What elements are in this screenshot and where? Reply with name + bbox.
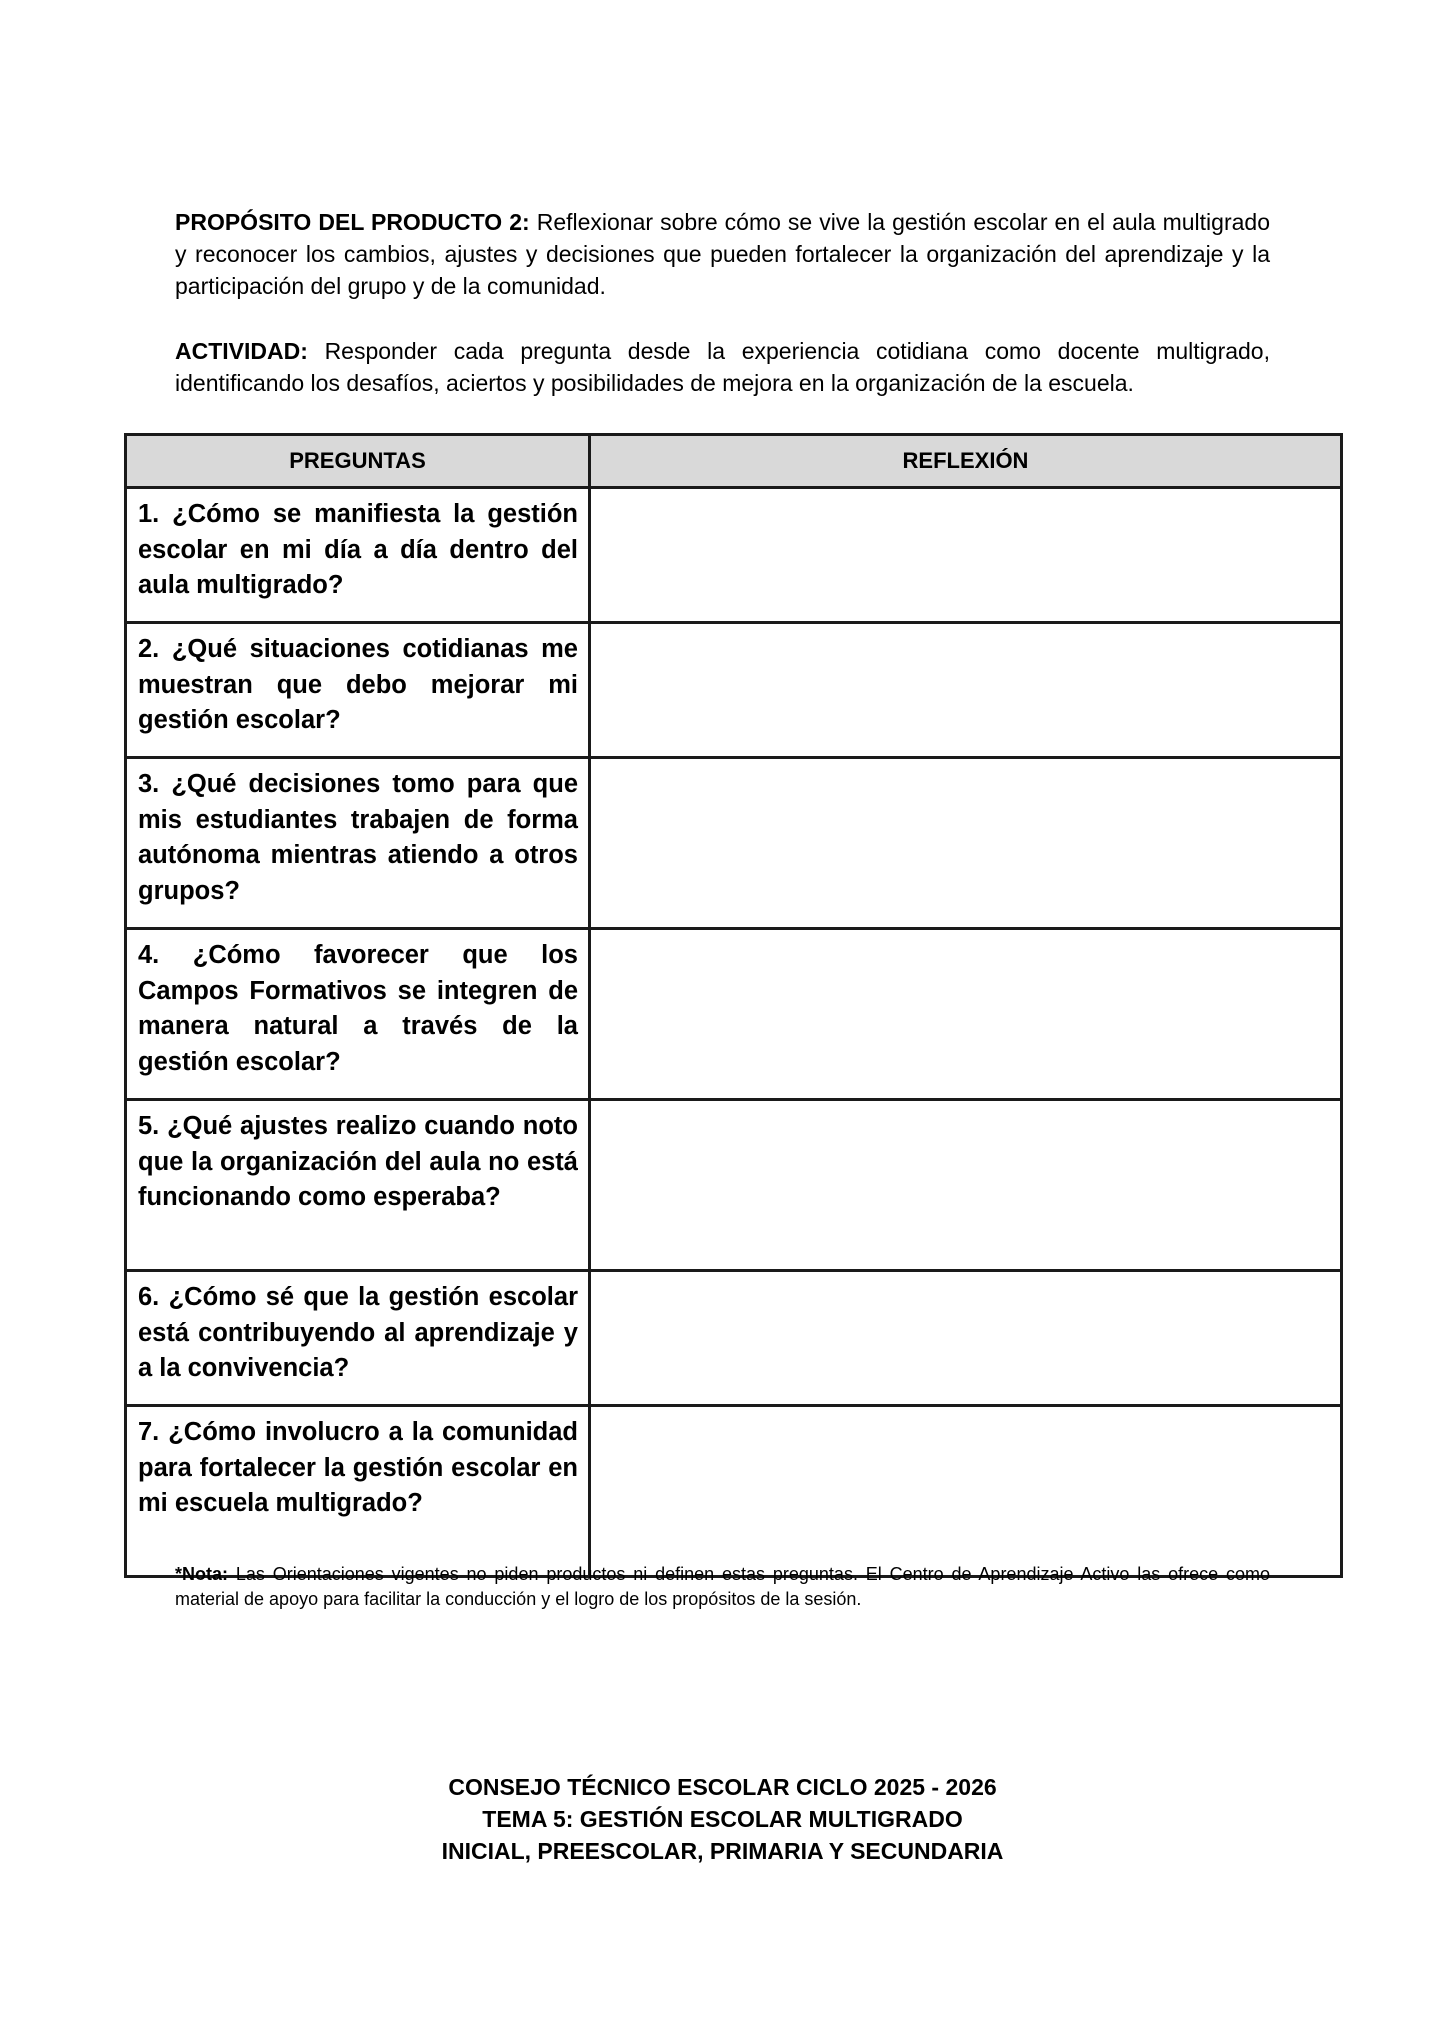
questions-table [124, 433, 1343, 1578]
header-reflexion: REFLEXIÓN [590, 435, 1342, 488]
reflection-cell[interactable] [590, 623, 1342, 758]
note-paragraph [175, 1562, 1270, 1612]
reflection-cell[interactable] [590, 488, 1342, 623]
table-row [126, 1100, 1342, 1271]
note-label: *Nota: [175, 1564, 228, 1584]
purpose-text: Reflexionar sobre cómo se vive la gestión escolar en el aula multigrado y reconocer los cambios, ajustes y decisiones que pueden fortalecer la organización del aprendizaje y la participación del grupo y de la comunidad. [175, 209, 1270, 299]
footer-line-levels: INICIAL, PREESCOLAR, PRIMARIA Y SECUNDARIA [441, 1838, 1004, 1864]
question-cell: 5. ¿Qué ajustes realizo cuando noto que la organización del aula no está funcionando como esperaba? [126, 1100, 590, 1271]
question-cell: 7. ¿Cómo involucro a la comunidad para fortalecer la gestión escolar en mi escuela multigrado? [126, 1406, 590, 1577]
question-cell: 6. ¿Cómo sé que la gestión escolar está contribuyendo al aprendizaje y a la convivencia? [126, 1271, 590, 1406]
purpose-label: PROPÓSITO DEL PRODUCTO 2: [175, 209, 530, 235]
table-row [126, 623, 1342, 758]
reflection-cell[interactable] [590, 1271, 1342, 1406]
page-footer [0, 1771, 1445, 1867]
purpose-paragraph [175, 206, 1270, 302]
note-text: Las Orientaciones vigentes no piden productos ni definen estas preguntas. El Centro de Aprendizaje Activo las ofrece como material de apoyo para facilitar la conducción y el logro de los propósitos de la sesión. [175, 1564, 1270, 1609]
table-row [126, 929, 1342, 1100]
table-row [126, 758, 1342, 929]
table-header-row [126, 435, 1342, 488]
reflection-cell[interactable] [590, 929, 1342, 1100]
table-row [126, 1271, 1342, 1406]
activity-text: Responder cada pregunta desde la experiencia cotidiana como docente multigrado, identificando los desafíos, aciertos y posibilidades de mejora en la organización de la escuela. [175, 338, 1270, 396]
table-row [126, 488, 1342, 623]
question-cell: 3. ¿Qué decisiones tomo para que mis estudiantes trabajen de forma autónoma mientras atiendo a otros grupos? [126, 758, 590, 929]
reflection-cell[interactable] [590, 758, 1342, 929]
table-row [126, 1406, 1342, 1577]
header-preguntas: PREGUNTAS [126, 435, 590, 488]
question-cell: 2. ¿Qué situaciones cotidianas me muestran que debo mejorar mi gestión escolar? [126, 623, 590, 758]
question-cell: 1. ¿Cómo se manifiesta la gestión escolar en mi día a día dentro del aula multigrado? [126, 488, 590, 623]
activity-paragraph [175, 335, 1270, 399]
footer-line-cycle: CONSEJO TÉCNICO ESCOLAR CICLO 2025 - 2026 [448, 1774, 997, 1800]
footer-line-topic: TEMA 5: GESTIÓN ESCOLAR MULTIGRADO [482, 1806, 963, 1832]
activity-label: ACTIVIDAD: [175, 338, 308, 364]
reflection-cell[interactable] [590, 1100, 1342, 1271]
reflection-cell[interactable] [590, 1406, 1342, 1577]
question-cell: 4. ¿Cómo favorecer que los Campos Formativos se integren de manera natural a través de la gestión escolar? [126, 929, 590, 1100]
